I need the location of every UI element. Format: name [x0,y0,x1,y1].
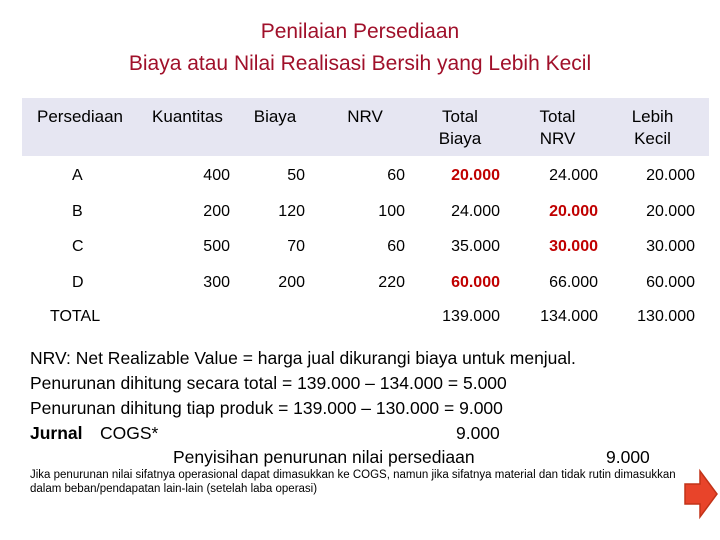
header-biaya: Biaya [253,107,297,126]
cell-item: B [72,203,83,220]
cell-total-biaya: 60.000 [451,274,500,291]
header-total-nrv-line2: NRV [539,129,576,148]
header-lebih-kecil [610,106,695,150]
arrow-shape [685,471,717,517]
journal-label: Jurnal [30,423,83,443]
cell-lebih-kecil: 30.000 [646,238,695,255]
cell-biaya: 70 [287,238,305,255]
header-total-biaya [410,106,510,150]
cell-total-biaya: 20.000 [451,167,500,184]
cell-nrv: 100 [378,203,405,220]
cell-total-nrv: 20.000 [549,203,598,220]
header-persediaan: Persediaan [36,107,123,126]
cell-biaya: 50 [287,167,305,184]
cell-lebih-kecil: 60.000 [646,274,695,291]
page-subtitle: Biaya atau Nilai Realisasi Bersih yang Lebih Kecil [128,52,592,75]
header-lebih-kecil-line2: Kecil [634,129,671,148]
cell-lebih-kecil: 20.000 [646,167,695,184]
cell-qty: 400 [203,167,230,184]
total-biaya: 139.000 [442,308,500,325]
cell-item: C [72,238,84,255]
cell-nrv: 60 [387,167,405,184]
journal-debit-account: COGS* [100,423,159,443]
header-total-nrv [510,106,605,150]
header-total-nrv-line1: Total [539,107,576,126]
note-item-decline: Penurunan dihitung tiap produk = 139.000 – 130.000 = 9.000 [30,398,503,418]
cell-lebih-kecil: 20.000 [646,203,695,220]
cell-qty: 500 [203,238,230,255]
total-lebih-kecil: 130.000 [637,308,695,325]
page-title: Penilaian Persediaan [260,20,460,43]
cell-total-nrv: 24.000 [549,167,598,184]
total-label: TOTAL [50,308,101,325]
cell-total-nrv: 66.000 [549,274,598,291]
header-lebih-kecil-line1: Lebih [631,107,674,126]
cell-biaya: 200 [278,274,305,291]
cell-item: D [72,274,84,291]
cell-biaya: 120 [278,203,305,220]
cell-nrv: 220 [378,274,405,291]
arrow-right-icon[interactable] [683,467,718,521]
header-kuantitas: Kuantitas [152,107,223,126]
journal-debit-line [30,421,500,445]
cell-qty: 200 [203,203,230,220]
note-total-decline: Penurunan dihitung secara total = 139.000 – 134.000 = 5.000 [30,373,507,393]
journal-credit-amount: 9.000 [606,447,650,467]
cell-nrv: 60 [387,238,405,255]
header-total-biaya-line2: Biaya [438,129,482,148]
journal-debit-amount: 9.000 [456,423,500,443]
total-nrv: 134.000 [540,308,598,325]
header-nrv: NRV [347,107,383,126]
note-nrv-definition: NRV: Net Realizable Value = harga jual dikurangi biaya untuk menjual. [30,348,576,368]
cell-total-nrv: 30.000 [549,238,598,255]
cell-total-biaya: 35.000 [451,238,500,255]
journal-credit-account: Penyisihan penurunan nilai persediaan [173,447,475,467]
header-total-biaya-line1: Total [442,107,478,126]
cell-item: A [72,167,83,184]
footnote: Jika penurunan nilai sifatnya operasional dapat dimasukkan ke COGS, namun jika sifatnya material dan tidak rutin dimasukkan dalam beban/pendapatan lain-lain (setelah laba operasi) [30,469,676,495]
cell-total-biaya: 24.000 [451,203,500,220]
cell-qty: 300 [203,274,230,291]
